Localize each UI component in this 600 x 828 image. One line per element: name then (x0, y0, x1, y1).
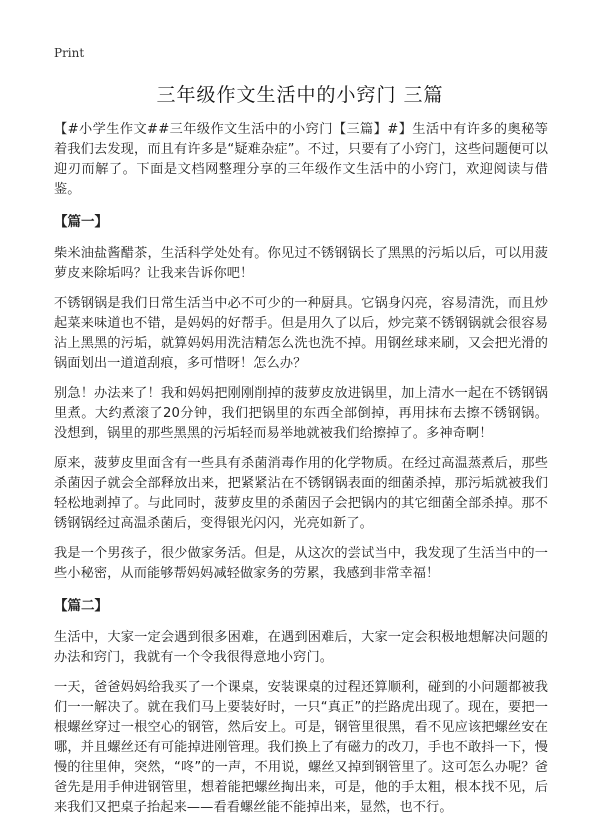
paragraph: 一天，爸爸妈妈给我买了一个课桌，安装课桌的过程还算顺利，碰到的小问题都被我们一一解决了。就在我们马上要装好时，一只“真正”的拦路虎出现了。现在，要把一根螺丝穿过一根空心的钢管，然后安上。可是，钢管里很黑，看不见应该把螺丝安在哪，并且螺丝还有可能掉进刚管理。我们换上了有磁力的改刀，手也不敢抖一下，慢慢的往里伸，突然，“咚”的一声，不用说，螺丝又掉到钢管里了。这可怎么办呢？爸爸先是用手伸进钢管里，想着能把螺丝掏出来，可是，他的手太粗，根本找不见，后来我们又把桌子抬起来——看看螺丝能不能掉出来，显然，也不行。 (54, 680, 548, 815)
paragraph: 别急！办法来了！我和妈妈把刚刚削掉的菠萝皮放进锅里，加上清水一起在不锈钢锅里煮。大约煮滚了20分钟，我们把锅里的东西全部倒掉，再用抹布去擦不锈钢锅。没想到，锅里的那些黑黑的污垢轻而易举地就被我们给擦掉了。多神奇啊！ (54, 386, 548, 441)
article-body (54, 120, 548, 828)
page-title: 三年级作文生活中的小窍门 三篇 (156, 84, 444, 106)
section-heading-1: 【篇一】 (54, 214, 108, 230)
paragraph: 柴米油盐酱醋茶，生活科学处处有。你见过不锈钢锅长了黑黑的污垢以后，可以用菠萝皮来除垢吗？让我来告诉你吧！ (54, 246, 548, 281)
intro-paragraph: 【#小学生作文#​#三年级作文生活中的小窍门【三篇】#】生活中有许多的奥秘等着我们去发现，而且有许多是“疑难杂症”。不过，只要有了小窍门，这些问题便可以迎刃而解了。下面是文档网整理分享的三年级作文生活中的小窍门，欢迎阅读与借鉴。 (54, 122, 548, 197)
print-link[interactable]: Print (54, 46, 85, 60)
paragraph: 原来，菠萝皮里面含有一些具有杀菌消毒作用的化学物质。在经过高温蒸煮后，那些杀菌因子就会全部释放出来，把紧紧沾在不锈钢锅表面的细菌杀掉，那污垢就被我们轻松地剥掉了。与此同时，菠萝皮里的杀菌因子会把锅内的其它细菌全部杀掉。那不锈钢锅经过高温杀菌后，变得银光闪闪，光亮如新了。 (54, 456, 548, 531)
paragraph: 生活中，大家一定会遇到很多困难，在遇到困难后，大家一定会积极地想解决问题的办法和窍门，我就有一个令我很得意地小窍门。 (54, 630, 548, 665)
paragraph: 不锈钢锅是我们日常生活当中必不可少的一种厨具。它锅身闪亮，容易清洗，而且炒起菜来味道也不错，是妈妈的好帮手。但是用久了以后，炒完菜不锈钢锅就会很容易沾上黑黑的污垢，就算妈妈用洗洁精怎么洗也洗不掉。用钢丝球来刷，又会把光滑的锅面划出一道道刮痕，多可惜呀！怎么办？ (54, 296, 548, 371)
paragraph: 我是一个男孩子，很少做家务活。但是，从这次的尝试当中，我发现了生活当中的一些小秘密，从而能够帮妈妈减轻做家务的劳累，我感到非常幸福！ (54, 546, 548, 581)
section-heading-2: 【篇二】 (54, 598, 108, 614)
